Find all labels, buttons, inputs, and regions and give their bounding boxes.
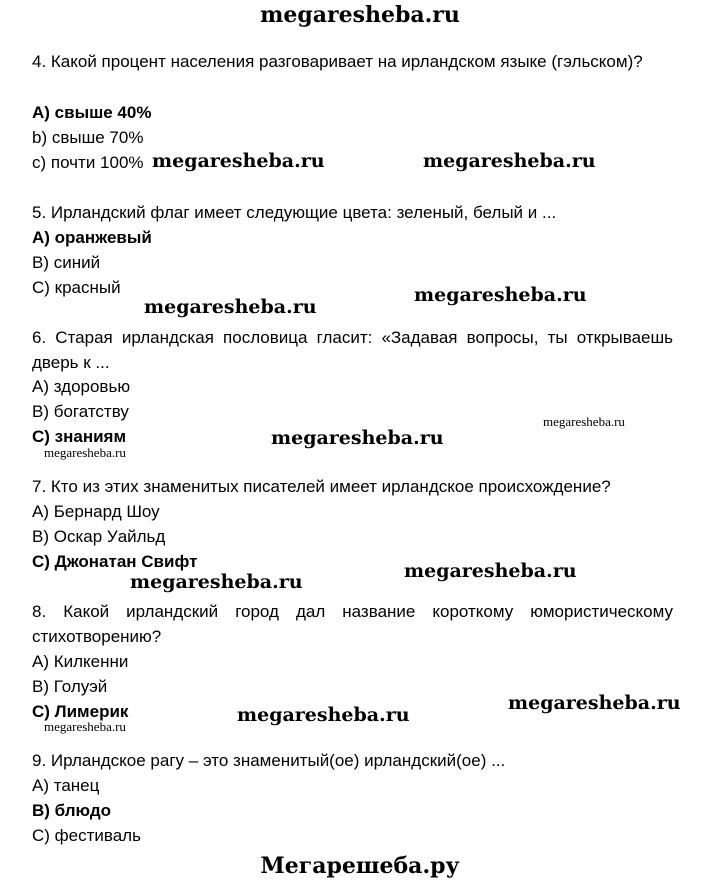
- question-9-option-a: А) танец: [32, 776, 100, 795]
- watermark: megaresheba.ru: [508, 692, 681, 714]
- question-6-text: 6. Старая ирландская пословица гласит: «Задавая вопросы, ты открываешь дверь к ...: [32, 328, 673, 372]
- question-6-option-c: C) знаниям: [32, 427, 127, 446]
- question-7-option-c: C) Джонатан Свифт: [32, 552, 198, 571]
- watermark: megaresheba.ru: [271, 427, 444, 449]
- question-5-option-a: А) оранжевый: [32, 228, 152, 247]
- watermark: megaresheba.ru: [130, 571, 303, 593]
- question-5-text: 5. Ирландский флаг имеет следующие цвета: зеленый, белый и ...: [32, 203, 557, 222]
- question-8-option-b: B) Голуэй: [32, 677, 108, 696]
- watermark: megaresheba.ru: [152, 150, 325, 172]
- watermark: megaresheba.ru: [543, 414, 625, 429]
- question-4-option-b: b) свыше 70%: [32, 128, 144, 147]
- question-5-option-b: B) синий: [32, 253, 101, 272]
- question-7-option-a: А) Бернард Шоу: [32, 502, 160, 521]
- question-7-option-b: B) Оскар Уайльд: [32, 527, 166, 546]
- footer-site-title: Мегарешеба.ру: [260, 853, 460, 879]
- watermark: megaresheba.ru: [423, 150, 596, 172]
- watermark: megaresheba.ru: [44, 445, 126, 460]
- question-8-option-c: C) Лимерик: [32, 702, 129, 721]
- question-6-option-b: B) богатству: [32, 402, 129, 421]
- watermark: megaresheba.ru: [44, 719, 126, 734]
- question-9-option-b: B) блюдо: [32, 801, 112, 820]
- watermark: megaresheba.ru: [144, 296, 317, 318]
- question-8-option-a: А) Килкенни: [32, 652, 129, 671]
- header-site-title: megaresheba.ru: [260, 2, 460, 28]
- question-4-text: 4. Какой процент населения разговаривает на ирландском языке (гэльском)?: [32, 52, 643, 71]
- watermark: megaresheba.ru: [404, 560, 577, 582]
- watermark: megaresheba.ru: [414, 284, 587, 306]
- question-6-option-a: А) здоровью: [32, 377, 131, 396]
- question-9-text: 9. Ирландское рагу – это знаменитый(ое) ирландский(ое) ...: [32, 751, 506, 770]
- question-5-option-c: C) красный: [32, 278, 121, 297]
- question-7-text: 7. Кто из этих знаменитых писателей имеет ирландское происхождение?: [32, 477, 611, 496]
- watermark: megaresheba.ru: [237, 704, 410, 726]
- question-4-option-c: c) почти 100%: [32, 153, 144, 172]
- question-9-option-c: C) фестиваль: [32, 826, 141, 845]
- question-8-text: 8. Какой ирландский город дал название короткому юмористическому стихотворению?: [32, 602, 673, 646]
- question-4-option-a: А) свыше 40%: [32, 103, 152, 122]
